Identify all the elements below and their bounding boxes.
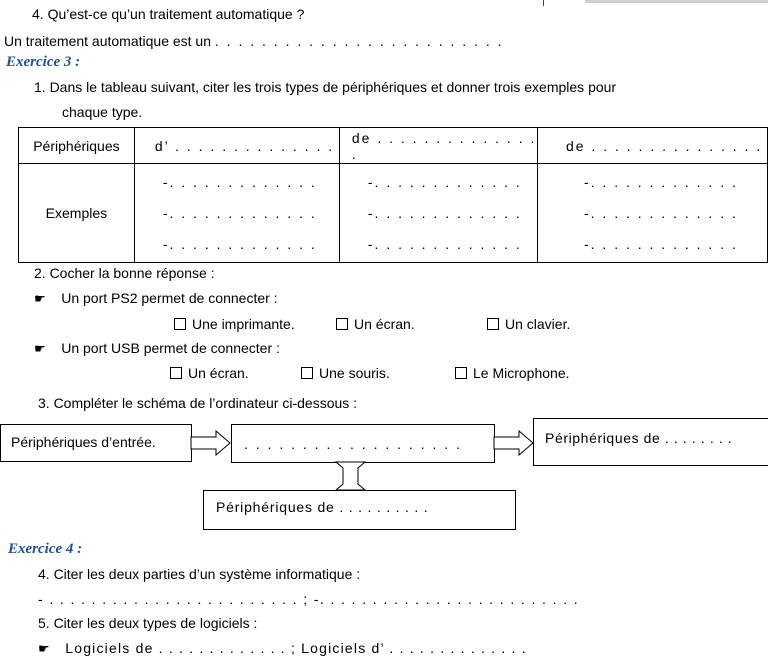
checkbox-icon[interactable] bbox=[487, 318, 499, 330]
checkbox-icon[interactable] bbox=[174, 318, 186, 330]
checkbox-icon[interactable] bbox=[170, 367, 182, 379]
exercise-3-title: Exercice 3 : bbox=[6, 54, 81, 70]
pointing-hand-icon: ☛ bbox=[38, 641, 50, 656]
ex4-question-5: 5. Citer les deux types de logiciels : bbox=[38, 615, 258, 631]
usb-option-mouse[interactable]: Une souris. bbox=[301, 365, 390, 381]
table-examples-col2: -. . . . . . . . . . . . . -. . . . . . . . . . . . . -. . . . . . . . . . . . . bbox=[339, 164, 537, 263]
table-header-label: Périphériques bbox=[19, 128, 135, 164]
up-down-arrow-icon bbox=[328, 461, 374, 491]
ex3-question-3: 3. Compléter le schéma de l’ordinateur ci-dessous : bbox=[38, 395, 358, 411]
ps2-option-keyboard[interactable]: Un clavier. bbox=[487, 316, 570, 332]
table-col-output: de . . . . . . . . . . . . . . . bbox=[339, 128, 537, 164]
checkbox-icon[interactable] bbox=[455, 367, 467, 379]
table-examples-col1: -. . . . . . . . . . . . . -. . . . . . . . . . . . . -. . . . . . . . . . . . . bbox=[134, 164, 339, 263]
ex3-question-2: 2. Cocher la bonne réponse : bbox=[34, 265, 215, 281]
ex4-question-4: 4. Citer les deux parties d’un système informatique : bbox=[38, 566, 361, 582]
usb-option-screen[interactable]: Un écran. bbox=[170, 365, 249, 381]
top-tick-mark bbox=[543, 0, 544, 6]
ps2-question: ☛ Un port PS2 permet de connecter : bbox=[34, 290, 278, 306]
output-peripherals-box: Périphériques de . . . . . . . . bbox=[533, 418, 768, 466]
central-unit-box: . . . . . . . . . . . . . . . . . . . bbox=[231, 424, 495, 463]
ex4-question-4-answer: - . . . . . . . . . . . . . . . . . . . . . . . . ; -. . . . . . . . . . . . . . . . . . . . . . . . . bbox=[38, 591, 580, 607]
ps2-option-printer[interactable]: Une imprimante. bbox=[174, 316, 295, 332]
pointing-hand-icon: ☛ bbox=[34, 291, 46, 306]
table-examples-col3: -. . . . . . . . . . . . . -. . . . . . . . . . . . . -. . . . . . . . . . . . . bbox=[537, 164, 767, 263]
usb-option-microphone[interactable]: Le Microphone. bbox=[455, 365, 570, 381]
ex3-question-1-cont: chaque type. bbox=[62, 104, 143, 120]
question-4: 4. Qu’est-ce qu’un traitement automatique ? bbox=[32, 6, 305, 22]
ps2-option-screen[interactable]: Un écran. bbox=[336, 316, 415, 332]
table-col-input: d’ . . . . . . . . . . . . . . bbox=[134, 128, 339, 164]
peripherals-table bbox=[18, 127, 768, 263]
right-arrow-icon bbox=[190, 430, 232, 456]
checkbox-icon[interactable] bbox=[301, 367, 313, 379]
table-col-storage: de . . . . . . . . . . . . . . . bbox=[537, 128, 767, 164]
ex4-question-5-answer: ☛ Logiciels de . . . . . . . . . . . . . ; Logiciels d’ . . . . . . . . . . . . . . bbox=[38, 640, 527, 656]
right-arrow-icon bbox=[493, 430, 535, 456]
exercise-4-title: Exercice 4 : bbox=[8, 541, 83, 557]
checkbox-icon[interactable] bbox=[336, 318, 348, 330]
usb-question: ☛ Un port USB permet de connecter : bbox=[34, 340, 280, 356]
top-scan-bar bbox=[585, 0, 768, 3]
ex3-question-1: 1. Dans le tableau suivant, citer les trois types de périphériques et donner trois exemples pour bbox=[34, 79, 617, 95]
table-row-label: Exemples bbox=[19, 164, 135, 263]
input-peripherals-box: Périphériques d’entrée. bbox=[0, 424, 192, 462]
question-4-answer: Un traitement automatique est un . . . . . . . . . . . . . . . . . . . . . . . . . bbox=[4, 33, 504, 49]
storage-peripherals-box: Périphériques de . . . . . . . . . . bbox=[203, 490, 516, 530]
pointing-hand-icon: ☛ bbox=[34, 341, 46, 356]
